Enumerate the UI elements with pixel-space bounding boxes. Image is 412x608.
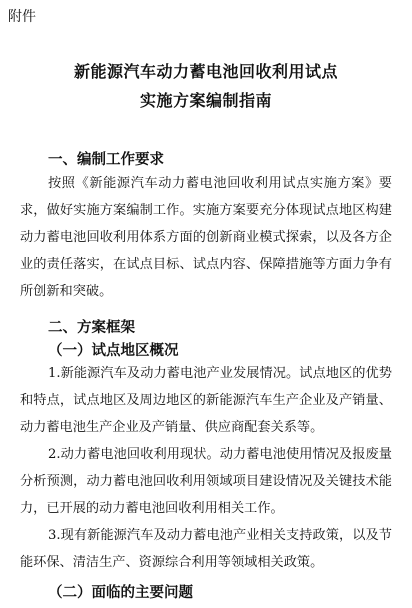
subsection-1-item-3: 3.现有新能源汽车及动力蓄电池产业相关支持政策，以及节能环保、清洁生产、资源综合利用等领域相关政策。 (20, 528, 392, 570)
document-title-line-1: 新能源汽车动力蓄电池回收利用试点 (73, 62, 338, 81)
subsection-1-item-2: 2.动力蓄电池回收利用现状。动力蓄电池使用情况及报废量分析预测，动力蓄电池回收利用领域项目建设情况及关键技术能力，已开展的动力蓄电池回收利用相关工作。 (20, 447, 392, 516)
document-title-line-2: 实施方案编制指南 (139, 91, 272, 110)
subsection-1-item-1: 1.新能源汽车及动力蓄电池产业发展情况。试点地区的优势和特点，试点地区及周边地区的新能源汽车生产企业及产销量、动力蓄电池生产企业及产销量、供应商配套关系等。 (20, 366, 392, 435)
attachment-label: 附件 (8, 9, 36, 25)
section-2-heading: 二、方案框架 (48, 320, 135, 336)
subsection-2-heading: （二）面临的主要问题 (48, 584, 193, 601)
section-1-paragraph: 按照《新能源汽车动力蓄电池回收利用试点实施方案》要求，做好实施方案编制工作。实施方案要充分体现试点地区构建动力蓄电池回收利用体系方面的创新商业模式探索，以及各方企业的责任落实，在试点目标、试点内容、保障措施等方面力争有所创新和突破。 (20, 176, 392, 299)
subsection-1-heading: （一）试点地区概况 (48, 342, 179, 359)
section-1-heading: 一、编制工作要求 (48, 152, 164, 168)
